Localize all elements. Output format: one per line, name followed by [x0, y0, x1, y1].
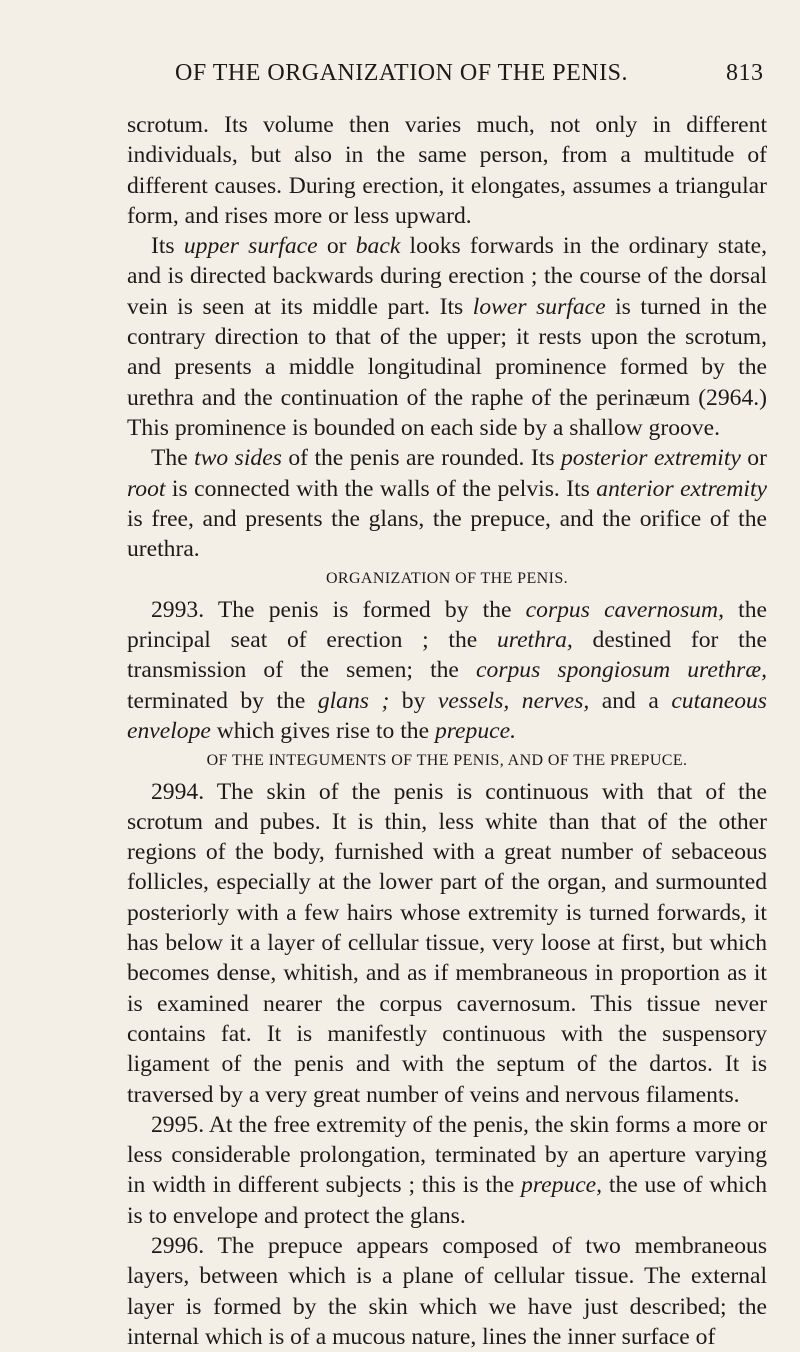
page-header	[0, 60, 800, 100]
paragraph-number: 2994.	[151, 778, 205, 805]
paragraph-sides-extremities: The two sides of the penis are rounded. Its posterior extremity or root is connected with the walls of the pelvis. Its anterior extremity is free, and presents the glans, the prepuce, and the orifice of the urethra.	[127, 445, 767, 563]
paragraph-number: 2995.	[151, 1111, 205, 1138]
page-number: 813	[726, 60, 764, 86]
paragraph-2994: 2994. The skin of the penis is continuous with that of the scrotum and pubes. It is thin, less white than that of the other regions of the body, furnished with a great number of sebaceous follicles, especially at the lower part of the organ, and surmounted posteriorly with a few hairs whose extremity is turned forwards, it has below it a layer of cellular tissue, very loose at first, but which becomes dense, whitish, and as if membraneous in proportion as it is examined nearer the corpus cavernosum. This tissue never contains fat. It is manifestly continuous with the suspensory ligament of the penis and with the septum of the dartos. It is traversed by a very great number of veins and nervous filaments.	[127, 778, 767, 1108]
paragraph-number: 2993.	[151, 596, 205, 623]
running-title: OF THE ORGANIZATION OF THE PENIS.	[175, 60, 628, 86]
paragraph-continued: scrotum. Its volume then varies much, not only in different individuals, but also in the same person, from a multitude of different causes. During erection, it elongates, assumes a triangular form, and rises more or less upward.	[127, 112, 767, 229]
section-heading-integuments: OF THE INTEGUMENTS OF THE PENIS, AND OF THE PREPUCE.	[206, 752, 688, 770]
section-heading-organization: ORGANIZATION OF THE PENIS.	[325, 570, 569, 588]
paragraph-2993: 2993. The penis is formed by the corpus cavernosum, the principal seat of erection ; the urethra, destined for the transmission of the semen; the corpus spongiosum urethræ, terminated by the glans ; by vessels, nerves, and a cutaneous envelope which gives rise to the prepuce.	[127, 596, 768, 744]
paragraph-surfaces: Its upper surface or back looks forwards in the ordinary state, and is directed backwards during erection ; the course of the dorsal vein is seen at its middle part. Its lower surface is turned in the contrary direction to that of the upper; it rests upon the scrotum, and presents a middle longitudinal prominence formed by the urethra and the continuation of the raphe of the perinæum (2964.) This prominence is bounded on each side by a shallow groove.	[127, 233, 767, 441]
paragraph-number: 2996.	[151, 1232, 205, 1259]
paragraph-2995: 2995. At the free extremity of the penis, the skin forms a more or less considerable prolongation, terminated by an aperture varying in width in different subjects ; this is the prepuce, the use of which is to envelope and protect the glans.	[127, 1111, 767, 1229]
paragraph-2996: 2996. The prepuce appears composed of two membraneous layers, between which is a plane of cellular tissue. The external layer is formed by the skin which we have just described; the internal which is of a mucous nature, lines the inner surface of	[127, 1232, 767, 1350]
body-text	[127, 110, 767, 1352]
